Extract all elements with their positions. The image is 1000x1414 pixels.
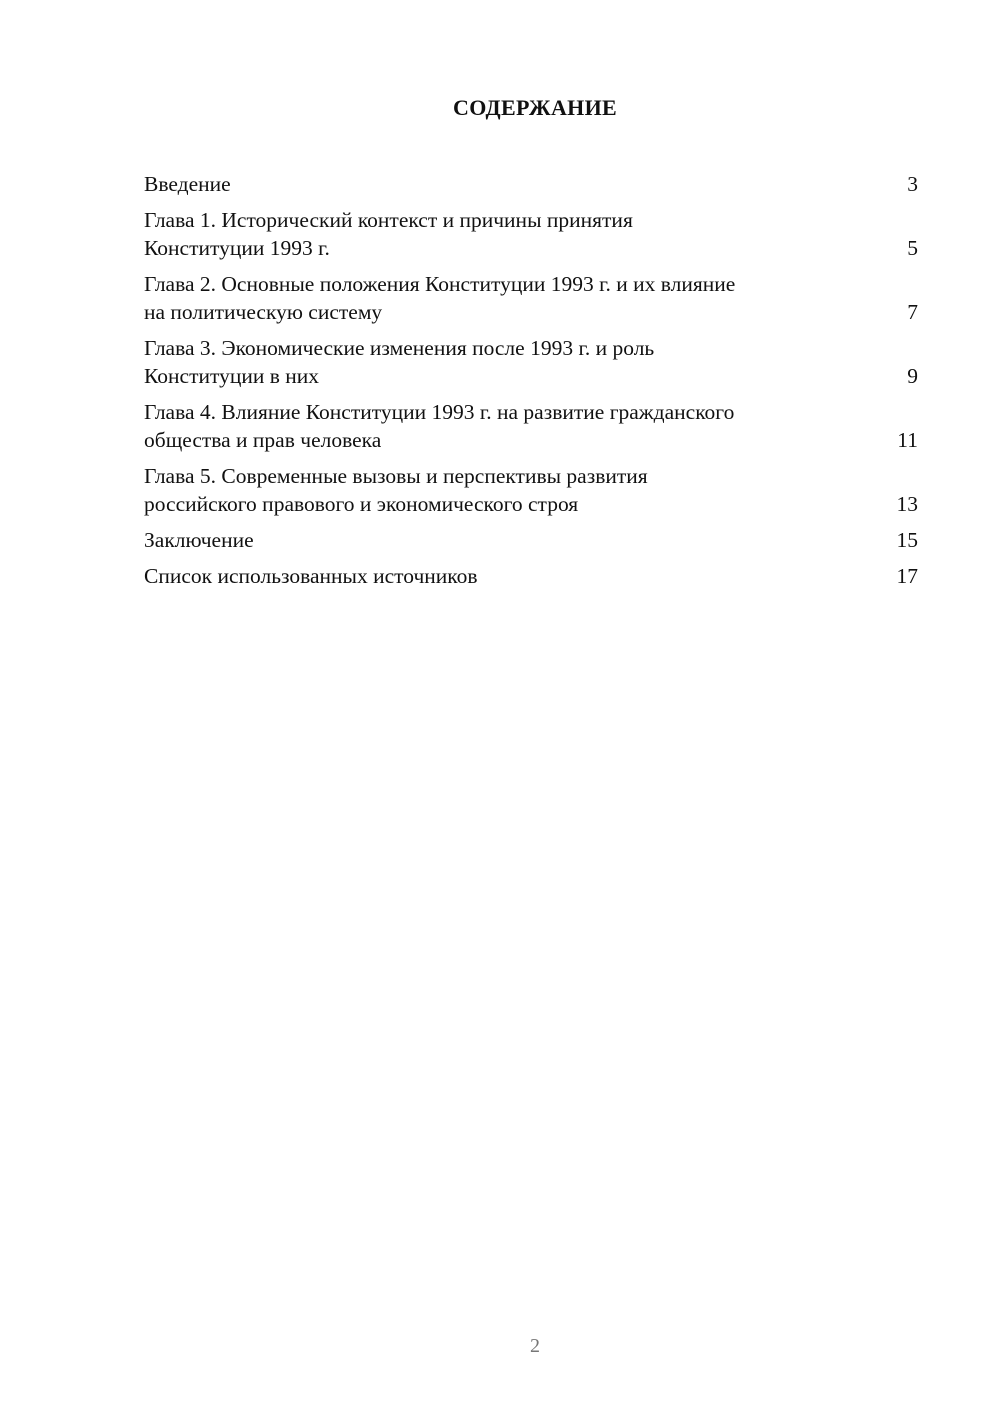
toc-entry-chapter-5 bbox=[144, 462, 918, 518]
toc-entry-text: Глава 5. Современные вызовы и перспективы развития российского правового и экономического строя bbox=[144, 464, 648, 516]
toc-entry-page: 13 bbox=[896, 492, 918, 516]
toc-entry-references bbox=[144, 562, 918, 590]
toc-entry-text: Глава 2. Основные положения Конституции 1993 г. и их влияние на политическую систему bbox=[144, 272, 736, 324]
toc-entry-chapter-1 bbox=[144, 206, 918, 262]
toc-entry-page: 5 bbox=[907, 236, 918, 260]
toc-entry-text: Заключение bbox=[144, 528, 254, 552]
table-of-contents bbox=[144, 170, 918, 598]
toc-entry-text: Глава 3. Экономические изменения после 1993 г. и роль Конституции в них bbox=[144, 336, 655, 388]
toc-entry-page: 9 bbox=[907, 364, 918, 388]
toc-entry-text: Список использованных источников bbox=[144, 564, 478, 588]
toc-entry-page: 11 bbox=[897, 428, 918, 452]
toc-entry-page: 17 bbox=[896, 564, 918, 588]
toc-entry-text: Введение bbox=[144, 172, 231, 196]
toc-entry-page: 15 bbox=[896, 528, 918, 552]
toc-entry-text: Глава 4. Влияние Конституции 1993 г. на развитие гражданского общества и прав человека bbox=[144, 400, 735, 452]
toc-entry-page: 3 bbox=[907, 172, 918, 196]
toc-entry-chapter-4 bbox=[144, 398, 918, 454]
toc-entry-conclusion bbox=[144, 526, 918, 554]
toc-entry-text: Глава 1. Исторический контекст и причины принятия Конституции 1993 г. bbox=[144, 208, 633, 260]
toc-title: СОДЕРЖАНИЕ bbox=[453, 95, 617, 120]
toc-entry-chapter-2 bbox=[144, 270, 918, 326]
toc-entry-introduction bbox=[144, 170, 918, 198]
toc-entry-chapter-3 bbox=[144, 334, 918, 390]
toc-entry-page: 7 bbox=[907, 300, 918, 324]
page-number: 2 bbox=[530, 1335, 540, 1357]
